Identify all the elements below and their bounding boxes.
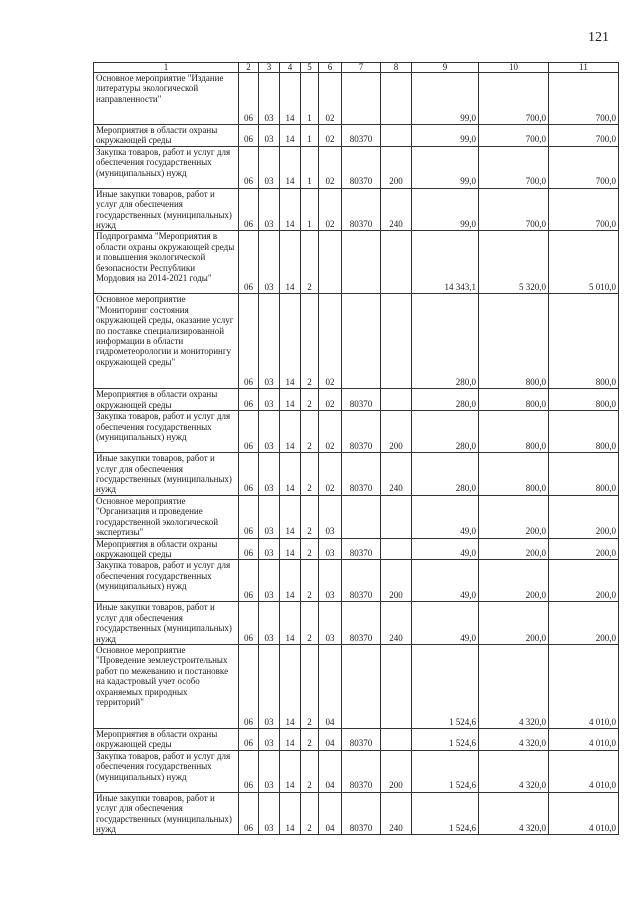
row-name-cell: Закупка товаров, работ и услуг для обеспечения государственных (муниципальных) нужд bbox=[94, 750, 239, 792]
row-name-cell: Мероприятия в области охраны окружающей среды bbox=[94, 728, 239, 750]
table-cell: 03 bbox=[259, 411, 280, 453]
table-cell: 06 bbox=[239, 560, 259, 602]
table-cell: 03 bbox=[259, 73, 280, 125]
column-header: 6 bbox=[319, 63, 342, 73]
table-row bbox=[94, 146, 619, 188]
table-cell: 200 bbox=[381, 411, 412, 453]
row-name-cell: Подпрограмма "Мероприятия в области охраны окружающей среды и повышения экологической безопасности Республики Мордовия на 2014-2021 годы" bbox=[94, 231, 239, 294]
table-cell bbox=[381, 125, 412, 147]
row-name-cell: Закупка товаров, работ и услуг для обеспечения государственных (муниципальных) нужд bbox=[94, 146, 239, 188]
row-name-cell: Мероприятия в области охраны окружающей среды bbox=[94, 538, 239, 560]
table-cell bbox=[381, 73, 412, 125]
table-cell: 80370 bbox=[342, 602, 381, 645]
table-cell: 1 524,6 bbox=[412, 728, 479, 750]
table-cell bbox=[381, 231, 412, 294]
table-cell: 14 bbox=[280, 453, 301, 496]
table-cell: 06 bbox=[239, 125, 259, 147]
table-cell: 02 bbox=[319, 389, 342, 411]
table-cell: 03 bbox=[259, 231, 280, 294]
table-cell: 280,0 bbox=[412, 453, 479, 496]
table-cell: 200,0 bbox=[479, 538, 549, 560]
row-name-cell: Основное мероприятие "Проведение землеустроительных работ по межеванию и постановке на кадастровый учет особо охраняемых природных территорий" bbox=[94, 644, 239, 728]
table-cell: 800,0 bbox=[549, 294, 619, 389]
table-cell: 4 010,0 bbox=[549, 728, 619, 750]
table-cell: 14 bbox=[280, 231, 301, 294]
table-cell: 14 bbox=[280, 389, 301, 411]
table-cell bbox=[342, 231, 381, 294]
column-header: 1 bbox=[94, 63, 239, 73]
table-cell: 04 bbox=[319, 644, 342, 728]
column-header: 8 bbox=[381, 63, 412, 73]
table-cell: 03 bbox=[259, 495, 280, 538]
table-row bbox=[94, 453, 619, 496]
table-cell: 700,0 bbox=[479, 146, 549, 188]
table-cell: 240 bbox=[381, 453, 412, 496]
table-cell: 2 bbox=[301, 389, 319, 411]
table-cell: 2 bbox=[301, 728, 319, 750]
table-cell: 49,0 bbox=[412, 538, 479, 560]
column-header: 7 bbox=[342, 63, 381, 73]
table-cell: 06 bbox=[239, 389, 259, 411]
table-row bbox=[94, 495, 619, 538]
table-cell: 02 bbox=[319, 73, 342, 125]
table-row bbox=[94, 411, 619, 453]
table-cell: 06 bbox=[239, 453, 259, 496]
table-cell: 200,0 bbox=[549, 538, 619, 560]
table-cell: 240 bbox=[381, 188, 412, 231]
row-name-cell: Иные закупки товаров, работ и услуг для обеспечения государственных (муниципальных) нужд bbox=[94, 188, 239, 231]
page-number: 121 bbox=[588, 30, 609, 45]
table-cell: 240 bbox=[381, 792, 412, 835]
table-cell: 2 bbox=[301, 792, 319, 835]
table-cell: 14 bbox=[280, 146, 301, 188]
row-name-cell: Закупка товаров, работ и услуг для обеспечения государственных (муниципальных) нужд bbox=[94, 411, 239, 453]
table-cell: 99,0 bbox=[412, 188, 479, 231]
table-cell: 2 bbox=[301, 644, 319, 728]
table-row bbox=[94, 728, 619, 750]
table-cell bbox=[381, 294, 412, 389]
table-cell: 800,0 bbox=[479, 411, 549, 453]
table-cell: 03 bbox=[259, 792, 280, 835]
table-cell: 80370 bbox=[342, 125, 381, 147]
table-cell: 800,0 bbox=[549, 389, 619, 411]
table-cell: 80370 bbox=[342, 453, 381, 496]
table-cell: 49,0 bbox=[412, 602, 479, 645]
table-cell: 800,0 bbox=[479, 294, 549, 389]
table-cell: 03 bbox=[259, 146, 280, 188]
table-cell bbox=[381, 644, 412, 728]
table-row bbox=[94, 294, 619, 389]
table-cell: 1 524,6 bbox=[412, 644, 479, 728]
table-cell: 2 bbox=[301, 750, 319, 792]
table-row bbox=[94, 560, 619, 602]
table-cell: 14 bbox=[280, 73, 301, 125]
table-cell: 240 bbox=[381, 602, 412, 645]
table-cell: 2 bbox=[301, 453, 319, 496]
table-cell: 700,0 bbox=[549, 146, 619, 188]
table-cell: 14 343,1 bbox=[412, 231, 479, 294]
table-cell: 02 bbox=[319, 125, 342, 147]
table-cell: 03 bbox=[259, 453, 280, 496]
table-cell: 80370 bbox=[342, 188, 381, 231]
table-cell: 80370 bbox=[342, 560, 381, 602]
column-header: 2 bbox=[239, 63, 259, 73]
column-header: 3 bbox=[259, 63, 280, 73]
column-header: 10 bbox=[479, 63, 549, 73]
table-cell: 80370 bbox=[342, 411, 381, 453]
table-cell: 06 bbox=[239, 602, 259, 645]
row-name-cell: Иные закупки товаров, работ и услуг для обеспечения государственных (муниципальных) нужд bbox=[94, 453, 239, 496]
table-cell: 99,0 bbox=[412, 73, 479, 125]
table-cell: 4 320,0 bbox=[479, 750, 549, 792]
table-cell: 03 bbox=[319, 538, 342, 560]
table-cell: 02 bbox=[319, 453, 342, 496]
table-cell: 03 bbox=[319, 495, 342, 538]
table-cell: 03 bbox=[259, 750, 280, 792]
table-cell: 2 bbox=[301, 560, 319, 602]
row-name-cell: Основное мероприятие "Мониторинг состояния окружающей среды, оказание услуг по поставке специализированной информации в области гидрометеорологии и мониторингу окружающей среды" bbox=[94, 294, 239, 389]
table-cell: 200,0 bbox=[549, 495, 619, 538]
table-cell: 280,0 bbox=[412, 411, 479, 453]
table-cell: 14 bbox=[280, 294, 301, 389]
table-cell: 700,0 bbox=[549, 188, 619, 231]
table-cell: 700,0 bbox=[549, 125, 619, 147]
table-cell: 06 bbox=[239, 538, 259, 560]
table-cell bbox=[342, 644, 381, 728]
table-cell: 04 bbox=[319, 728, 342, 750]
table-row bbox=[94, 750, 619, 792]
table-body bbox=[94, 73, 619, 835]
table-cell: 200 bbox=[381, 750, 412, 792]
table-cell: 200,0 bbox=[549, 602, 619, 645]
row-name-cell: Иные закупки товаров, работ и услуг для обеспечения государственных (муниципальных) нужд bbox=[94, 602, 239, 645]
table-cell: 700,0 bbox=[479, 73, 549, 125]
table-cell: 4 320,0 bbox=[479, 792, 549, 835]
table-row bbox=[94, 792, 619, 835]
table-cell: 14 bbox=[280, 560, 301, 602]
table-cell bbox=[342, 294, 381, 389]
table-cell: 03 bbox=[259, 188, 280, 231]
table-cell: 99,0 bbox=[412, 146, 479, 188]
table-row bbox=[94, 602, 619, 645]
header-row bbox=[94, 63, 619, 73]
table-cell: 2 bbox=[301, 495, 319, 538]
table-cell: 1 524,6 bbox=[412, 792, 479, 835]
table-cell: 03 bbox=[319, 560, 342, 602]
table-cell: 03 bbox=[259, 389, 280, 411]
table-cell: 2 bbox=[301, 411, 319, 453]
table-cell: 04 bbox=[319, 750, 342, 792]
table-cell: 14 bbox=[280, 538, 301, 560]
table-cell: 800,0 bbox=[479, 453, 549, 496]
table-cell: 4 010,0 bbox=[549, 750, 619, 792]
table-row bbox=[94, 538, 619, 560]
table-cell: 80370 bbox=[342, 728, 381, 750]
table-cell: 200 bbox=[381, 560, 412, 602]
table-cell: 4 320,0 bbox=[479, 644, 549, 728]
column-header: 11 bbox=[549, 63, 619, 73]
table-row bbox=[94, 73, 619, 125]
row-name-cell: Закупка товаров, работ и услуг для обеспечения государственных (муниципальных) нужд bbox=[94, 560, 239, 602]
table-cell: 1 bbox=[301, 188, 319, 231]
table-row bbox=[94, 125, 619, 147]
table-cell: 03 bbox=[259, 602, 280, 645]
table-cell: 14 bbox=[280, 728, 301, 750]
table-cell: 06 bbox=[239, 411, 259, 453]
table-cell: 200,0 bbox=[479, 602, 549, 645]
table-cell: 06 bbox=[239, 644, 259, 728]
table-cell: 2 bbox=[301, 231, 319, 294]
table-cell: 03 bbox=[319, 602, 342, 645]
table-cell: 1 bbox=[301, 125, 319, 147]
table-cell: 2 bbox=[301, 602, 319, 645]
row-name-cell: Мероприятия в области охраны окружающей среды bbox=[94, 125, 239, 147]
table-cell: 1 bbox=[301, 73, 319, 125]
table-cell bbox=[342, 73, 381, 125]
table-cell: 1 524,6 bbox=[412, 750, 479, 792]
table-cell: 800,0 bbox=[549, 411, 619, 453]
row-name-cell: Основное мероприятие "Организация и проведение государственной экологической экспертизы" bbox=[94, 495, 239, 538]
table-row bbox=[94, 188, 619, 231]
column-header: 4 bbox=[280, 63, 301, 73]
table-cell: 03 bbox=[259, 560, 280, 602]
table-cell: 200 bbox=[381, 146, 412, 188]
table-row bbox=[94, 231, 619, 294]
table-cell: 02 bbox=[319, 188, 342, 231]
table-cell: 700,0 bbox=[479, 188, 549, 231]
table-cell bbox=[381, 389, 412, 411]
row-name-cell: Иные закупки товаров, работ и услуг для обеспечения государственных (муниципальных) нужд bbox=[94, 792, 239, 835]
table-cell: 80370 bbox=[342, 389, 381, 411]
table-cell: 06 bbox=[239, 495, 259, 538]
table-cell: 49,0 bbox=[412, 495, 479, 538]
table-cell: 280,0 bbox=[412, 389, 479, 411]
table-cell: 02 bbox=[319, 294, 342, 389]
table-cell: 99,0 bbox=[412, 125, 479, 147]
table-cell bbox=[342, 495, 381, 538]
table-cell: 80370 bbox=[342, 750, 381, 792]
table-cell: 2 bbox=[301, 538, 319, 560]
table-cell bbox=[319, 231, 342, 294]
column-header: 9 bbox=[412, 63, 479, 73]
table-cell: 4 320,0 bbox=[479, 728, 549, 750]
table-cell: 5 010,0 bbox=[549, 231, 619, 294]
table-cell: 03 bbox=[259, 294, 280, 389]
table-cell: 80370 bbox=[342, 146, 381, 188]
table-cell: 14 bbox=[280, 792, 301, 835]
table-cell: 03 bbox=[259, 538, 280, 560]
table-cell: 14 bbox=[280, 602, 301, 645]
table-cell: 03 bbox=[259, 644, 280, 728]
table-cell: 14 bbox=[280, 495, 301, 538]
table-cell: 14 bbox=[280, 750, 301, 792]
table-cell bbox=[381, 538, 412, 560]
table-cell: 03 bbox=[259, 728, 280, 750]
table-cell: 4 010,0 bbox=[549, 792, 619, 835]
table-cell: 14 bbox=[280, 644, 301, 728]
table-cell: 5 320,0 bbox=[479, 231, 549, 294]
table-row bbox=[94, 644, 619, 728]
table-cell: 02 bbox=[319, 146, 342, 188]
table-cell: 02 bbox=[319, 411, 342, 453]
table-cell bbox=[381, 495, 412, 538]
column-header: 5 bbox=[301, 63, 319, 73]
table-cell: 700,0 bbox=[549, 73, 619, 125]
table-cell: 04 bbox=[319, 792, 342, 835]
table-cell: 80370 bbox=[342, 538, 381, 560]
table-cell: 4 010,0 bbox=[549, 644, 619, 728]
table-cell: 800,0 bbox=[549, 453, 619, 496]
row-name-cell: Мероприятия в области охраны окружающей среды bbox=[94, 389, 239, 411]
row-name-cell: Основное мероприятие "Издание литературы экологической направленности" bbox=[94, 73, 239, 125]
table-cell: 280,0 bbox=[412, 294, 479, 389]
table-cell: 700,0 bbox=[479, 125, 549, 147]
table-cell: 800,0 bbox=[479, 389, 549, 411]
table-cell: 06 bbox=[239, 294, 259, 389]
table-cell: 14 bbox=[280, 188, 301, 231]
table-cell: 200,0 bbox=[479, 495, 549, 538]
table-cell: 03 bbox=[259, 125, 280, 147]
table-cell: 06 bbox=[239, 231, 259, 294]
table-cell: 14 bbox=[280, 125, 301, 147]
table-cell: 06 bbox=[239, 188, 259, 231]
table-cell bbox=[381, 728, 412, 750]
table-cell: 06 bbox=[239, 750, 259, 792]
table-cell: 200,0 bbox=[549, 560, 619, 602]
table-cell: 06 bbox=[239, 792, 259, 835]
table-cell: 2 bbox=[301, 294, 319, 389]
table-row bbox=[94, 389, 619, 411]
table-cell: 49,0 bbox=[412, 560, 479, 602]
table-cell: 06 bbox=[239, 728, 259, 750]
table-cell: 80370 bbox=[342, 792, 381, 835]
table-cell: 06 bbox=[239, 146, 259, 188]
table-cell: 1 bbox=[301, 146, 319, 188]
table-cell: 14 bbox=[280, 411, 301, 453]
table-cell: 06 bbox=[239, 73, 259, 125]
table-cell: 200,0 bbox=[479, 560, 549, 602]
budget-table bbox=[93, 62, 619, 835]
